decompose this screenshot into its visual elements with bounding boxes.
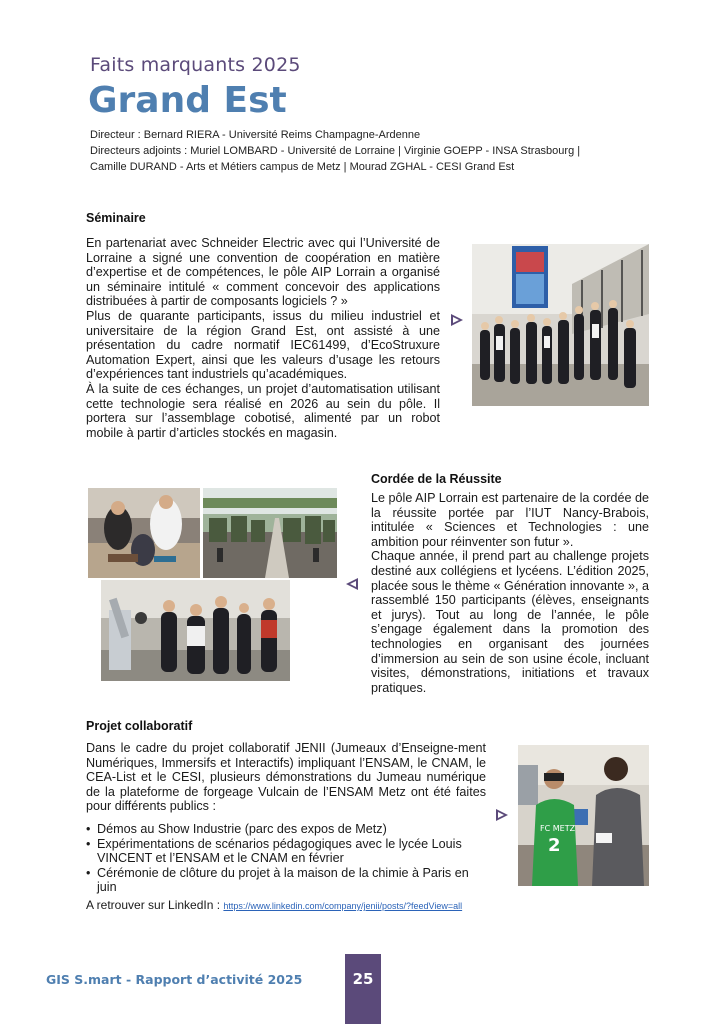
projet-bullet-2: • Expérimentations de scénarios pédagogiques avec le lycée Louis VINCENT et l’ENSAM et le CNAM en février <box>86 837 486 866</box>
seminaire-paragraph-3: À la suite de ces échanges, un projet d’automatisation utilisant cette technologie sera réalisé en 2026 au sein du pôle. Il portera sur l’assemblage cobotisé, alimenté par un robot mobile à partir d’articles stockés en magasin. <box>86 381 440 440</box>
deputies-line-1: Directeurs adjoints : Muriel LOMBARD - Université de Lorraine | Virginie GOEPP - INSA Strasbourg | <box>90 145 581 157</box>
cordee-paragraph-1: Le pôle AIP Lorrain est partenaire de la cordée de la réussite portée par l’IUT Nancy-Brabois, intitulée « Sciences et Technologies : une ambition pour réinventer son futur ». <box>371 491 649 549</box>
arrow-right-icon <box>496 809 508 821</box>
deputies-line-2: Camille DURAND - Arts et Métiers campus de Metz | Mourad ZGHAL - CESI Grand Est <box>90 161 515 173</box>
projet-heading: Projet collaboratif <box>86 719 193 733</box>
section-kicker: Faits marquants 2025 <box>90 54 301 76</box>
projet-bullet-1: • Démos au Show Industrie (parc des expos de Metz) <box>86 822 486 837</box>
seminaire-paragraph-1: En partenariat avec Schneider Electric avec qui l’Université de Lorraine a signé une convention de coopération en matière d’expertise et de compétences, le pôle AIP Lorrain a organisé un séminaire intitulé « comment concevoir des applications distribuées à partir de composants logiciels ? » <box>86 236 440 309</box>
directors-block <box>90 127 610 175</box>
arrow-left-icon <box>346 578 358 590</box>
linkedin-link[interactable]: https://www.linkedin.com/company/jenii/posts/?feedView=all <box>223 901 463 911</box>
cordee-paragraph-2: Chaque année, il prend part au challenge projets destiné aux collégiens et lycéens. L’édition 2025, placée sous le thème « Génération innovante », a rassemblé 150 participants (élèves, enseignants et jurys). Tout au long de l’année, le pôle s’engage également dans la promotion des technologies en organisant des journées d’immersion au sein de son usine école, incluant visites, démonstrations, initiations et travaux pratiques. <box>371 549 649 695</box>
svg-text:2: 2 <box>548 835 561 856</box>
projet-bullet-3: • Cérémonie de clôture du projet à la maison de la chimie à Paris en juin <box>86 866 486 895</box>
projet-bullet-list <box>86 822 486 895</box>
arrow-right-icon <box>451 314 463 326</box>
seminar-group-photo <box>472 244 649 406</box>
production-line-photo <box>203 488 337 578</box>
page-number: 25 <box>352 970 374 988</box>
projet-paragraph-1: Dans le cadre du projet collaboratif JENII (Jumeaux d’Enseigne-ment Numériques, Immersifs et Interactifs) impliquant l’ENSAM, le CNAM, le CEA-List et le CESI, plusieurs démonstrations du Jumeau numérique de la plateforme de forgeage Vulcain de l’ENSAM Metz ont été faites pour différents publics : <box>86 741 486 814</box>
students-workshop-photo <box>88 488 200 578</box>
robot-demo-photo <box>101 580 290 681</box>
projet-text <box>86 741 486 895</box>
report-footer: GIS S.mart - Rapport d’activité 2025 <box>46 972 303 987</box>
seminaire-paragraph-2: Plus de quarante participants, issus du milieu industriel et universitaire de la région Grand Est, ont assisté à une présentation du cadre normatif IEC61499, d’EcoStruxure Automation Expert, ainsi que les valeurs d’usage les retours d’expériences tant industriels qu’académiques. <box>86 308 440 382</box>
page-number-box <box>345 954 381 1024</box>
vr-demo-photo <box>518 745 649 886</box>
jersey-text: FC METZ <box>540 824 576 833</box>
linkedin-line <box>86 898 462 912</box>
page-title: Grand Est <box>88 80 287 121</box>
cordee-heading: Cordée de la Réussite <box>371 472 502 486</box>
linkedin-prefix: A retrouver sur LinkedIn : <box>86 898 224 912</box>
director-line: Directeur : Bernard RIERA - Université Reims Champagne-Ardenne <box>90 129 421 141</box>
cordee-text <box>371 491 649 695</box>
seminaire-text <box>86 236 440 440</box>
seminaire-heading: Séminaire <box>86 211 146 225</box>
